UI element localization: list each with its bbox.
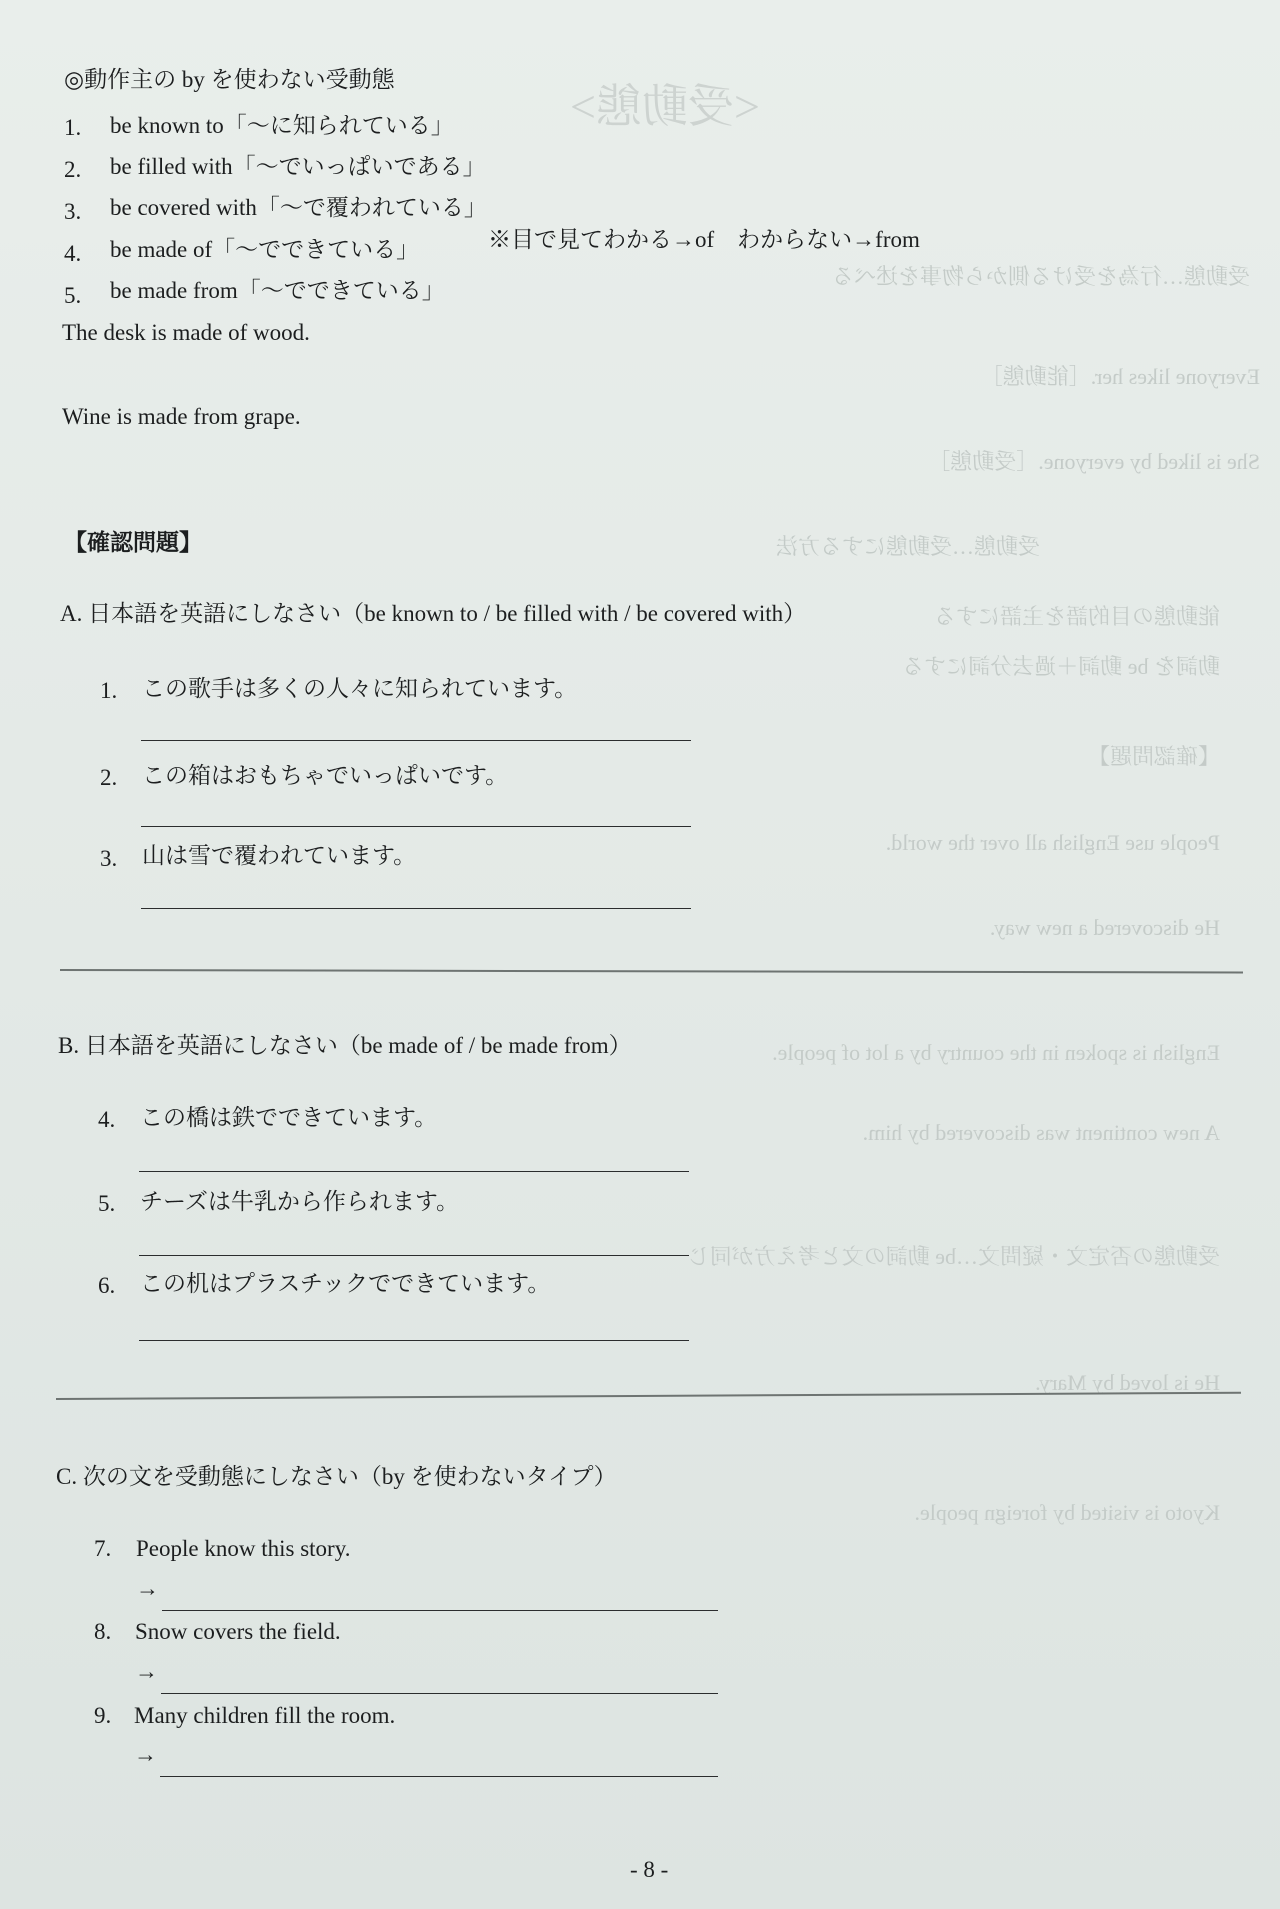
example-sentence: The desk is made of wood. — [62, 320, 310, 345]
answer-line[interactable] — [162, 1610, 718, 1611]
answer-line[interactable] — [139, 1340, 689, 1341]
check-heading: 【確認問題】 — [64, 530, 202, 555]
answer-arrow: → — [135, 1659, 158, 1684]
section-b-heading: B. 日本語を英語にしなさい（be made of / be made from） — [58, 1033, 632, 1058]
answer-arrow: → — [136, 1576, 159, 1601]
intro-item-text: be made from「～でできている」 — [110, 278, 445, 303]
intro-item-number: 4. — [64, 241, 82, 266]
question-number: 8. — [94, 1619, 112, 1644]
intro-item-number: 5. — [64, 283, 82, 308]
answer-line[interactable] — [141, 908, 691, 909]
question-text: チーズは牛乳から作られます。 — [140, 1189, 460, 1214]
bleed-through-background: <受動態> 受動態…行為を受ける側から物事を述べる Everyone likes her.［能動態］ She is liked by everyone.［受動態］ 受動態…受動態にする方法 能動態の目的語を主語にする 動詞を be 動詞＋過去分詞にする 【確認問題】 People use English all over the world. He discovered a new way. English is spoken in the country by a lot of people. A new continent was discovered by him. 受動態の否定文・疑問文…be 動詞の文と考え方が同じ He is loved by Mary. Kyoto is visited by foreign people. — [570, 81, 1260, 1525]
question-text: この歌手は多くの人々に知られています。 — [142, 676, 578, 701]
example-sentence: Wine is made from grape. — [62, 404, 301, 429]
question-number: 5. — [98, 1191, 116, 1216]
answer-line[interactable] — [139, 1255, 689, 1256]
question-text: People know this story. — [136, 1536, 351, 1561]
question-number: 9. — [94, 1703, 112, 1728]
of-from-note: ※目で見てわかる→of わからない→from — [488, 227, 920, 252]
intro-item-number: 3. — [64, 199, 82, 224]
question-number: 1. — [100, 678, 118, 703]
intro-item-number: 1. — [64, 115, 82, 140]
intro-heading: ◎動作主の by を使わない受動態 — [64, 67, 395, 92]
question-text: この机はプラスチックでできています。 — [140, 1271, 551, 1296]
page-number: - 8 - — [630, 1857, 669, 1882]
question-text: この箱はおもちゃでいっぱいです。 — [142, 763, 509, 788]
question-number: 4. — [98, 1107, 116, 1132]
intro-item-text: be covered with「～で覆われている」 — [110, 195, 487, 220]
answer-line[interactable] — [161, 1693, 718, 1694]
answer-line[interactable] — [141, 826, 691, 827]
answer-arrow: → — [134, 1742, 157, 1767]
section-a-heading: A. 日本語を英語にしなさい（be known to / be filled with / be covered with） — [60, 601, 807, 626]
question-text: この橋は鉄でできています。 — [140, 1105, 438, 1130]
answer-line[interactable] — [139, 1171, 689, 1172]
answer-line[interactable] — [141, 740, 691, 741]
answer-line[interactable] — [160, 1776, 718, 1777]
question-text: 山は雪で覆われています。 — [142, 843, 417, 868]
intro-item-text: be made of「～でできている」 — [110, 237, 420, 262]
question-number: 7. — [94, 1536, 112, 1561]
question-number: 2. — [100, 765, 118, 790]
question-text: Snow covers the field. — [135, 1619, 341, 1644]
intro-item-number: 2. — [64, 157, 82, 182]
question-number: 3. — [100, 846, 118, 871]
section-c-heading: C. 次の文を受動態にしなさい（by を使わないタイプ） — [56, 1464, 617, 1489]
intro-item-text: be known to「～に知られている」 — [110, 113, 454, 138]
intro-item-text: be filled with「～でいっぱいである」 — [110, 154, 486, 179]
question-number: 6. — [98, 1273, 116, 1298]
question-text: Many children fill the room. — [134, 1703, 396, 1728]
